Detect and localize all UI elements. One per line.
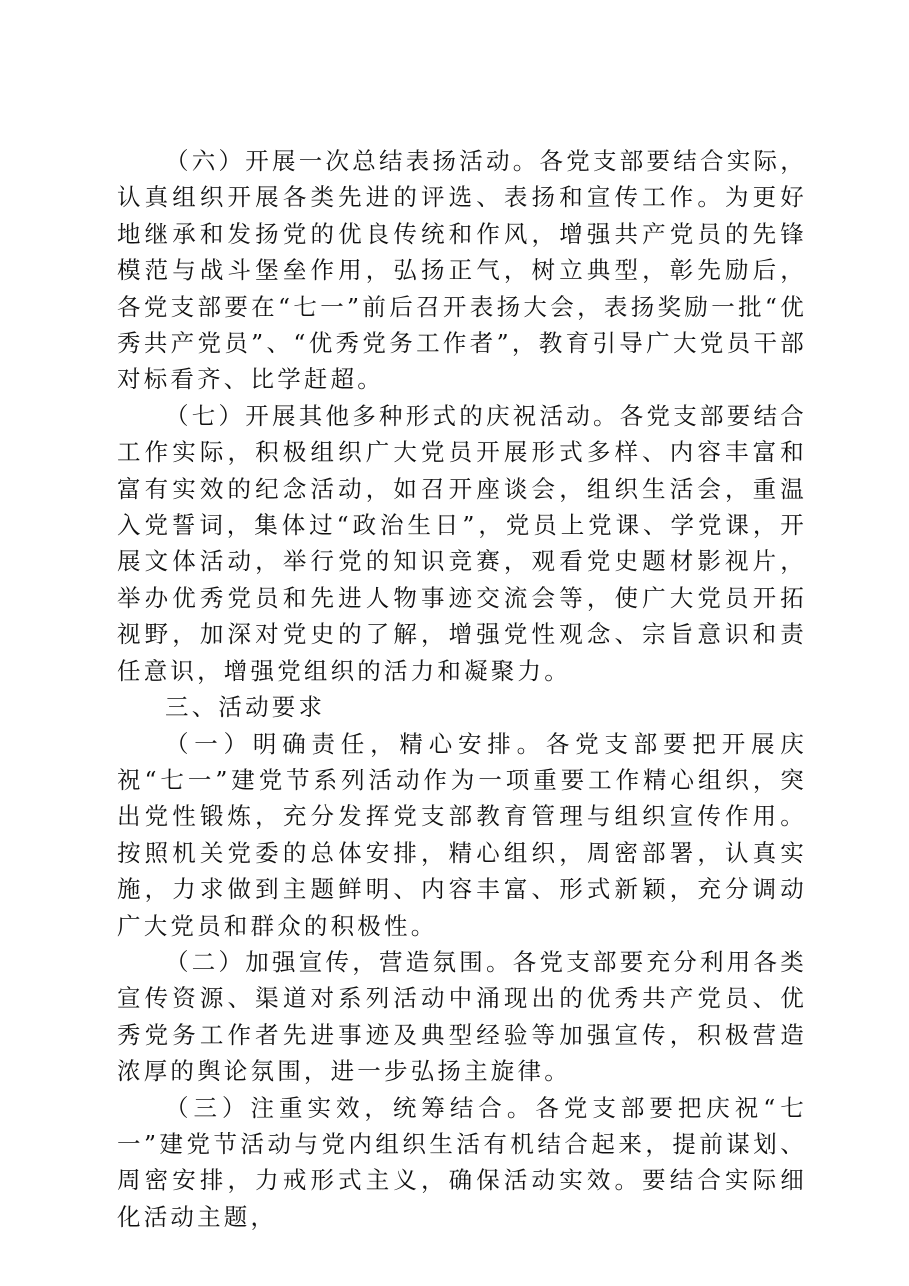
paragraph-section-6: （六）开展一次总结表扬活动。各党支部要结合实际，认真组织开展各类先进的评选、表扬和宣传工作。为更好地继承和发扬党的优良传统和作风，增强共产党员的先锋模范与战斗堡垒作用，弘扬正气，树立典型，彰先励后，各党支部要在“七一”前后召开表扬大会，表扬奖励一批“优秀共产党员”、“优秀党务工作者”，教育引导广大党员干部对标看齐、比学赶超。 xyxy=(117,147,807,394)
heading-activity-requirements: 三、活动要求 xyxy=(165,693,326,722)
document-body xyxy=(117,143,807,1235)
paragraph-section-7: （七）开展其他多种形式的庆祝活动。各党支部要结合工作实际，积极组织广大党员开展形式多样、内容丰富和富有实效的纪念活动，如召开座谈会，组织生活会，重温入党誓词，集体过“政治生日”，党员上党课、学党课，开展文体活动，举行党的知识竞赛，观看党史题材影视片，举办优秀党员和先进人物事迹交流会等，使广大党员开拓视野，加深对党史的了解，增强党性观念、宗旨意识和责任意识，增强党组织的活力和凝聚力。 xyxy=(117,401,807,685)
paragraph-requirement-3: （三）注重实效，统筹结合。各党支部要把庆祝“七一”建党节活动与党内组织生活有机结合起来，提前谋划、周密安排，力戒形式主义，确保活动实效。要结合实际细化活动主题， xyxy=(117,1093,807,1231)
paragraph-requirement-1: （一）明确责任，精心安排。各党支部要把开展庆祝“七一”建党节系列活动作为一项重要工作精心组织，突出党性锻炼，充分发挥党支部教育管理与组织宣传作用。按照机关党委的总体安排，精心组织，周密部署，认真实施，力求做到主题鲜明、内容丰富、形式新颖，充分调动广大党员和群众的积极性。 xyxy=(117,729,807,940)
paragraph-requirement-2: （二）加强宣传，营造氛围。各党支部要充分利用各类宣传资源、渠道对系列活动中涌现出的优秀共产党员、优秀党务工作者先进事迹及典型经验等加强宣传，积极营造浓厚的舆论氛围，进一步弘扬主旋律。 xyxy=(117,947,807,1086)
